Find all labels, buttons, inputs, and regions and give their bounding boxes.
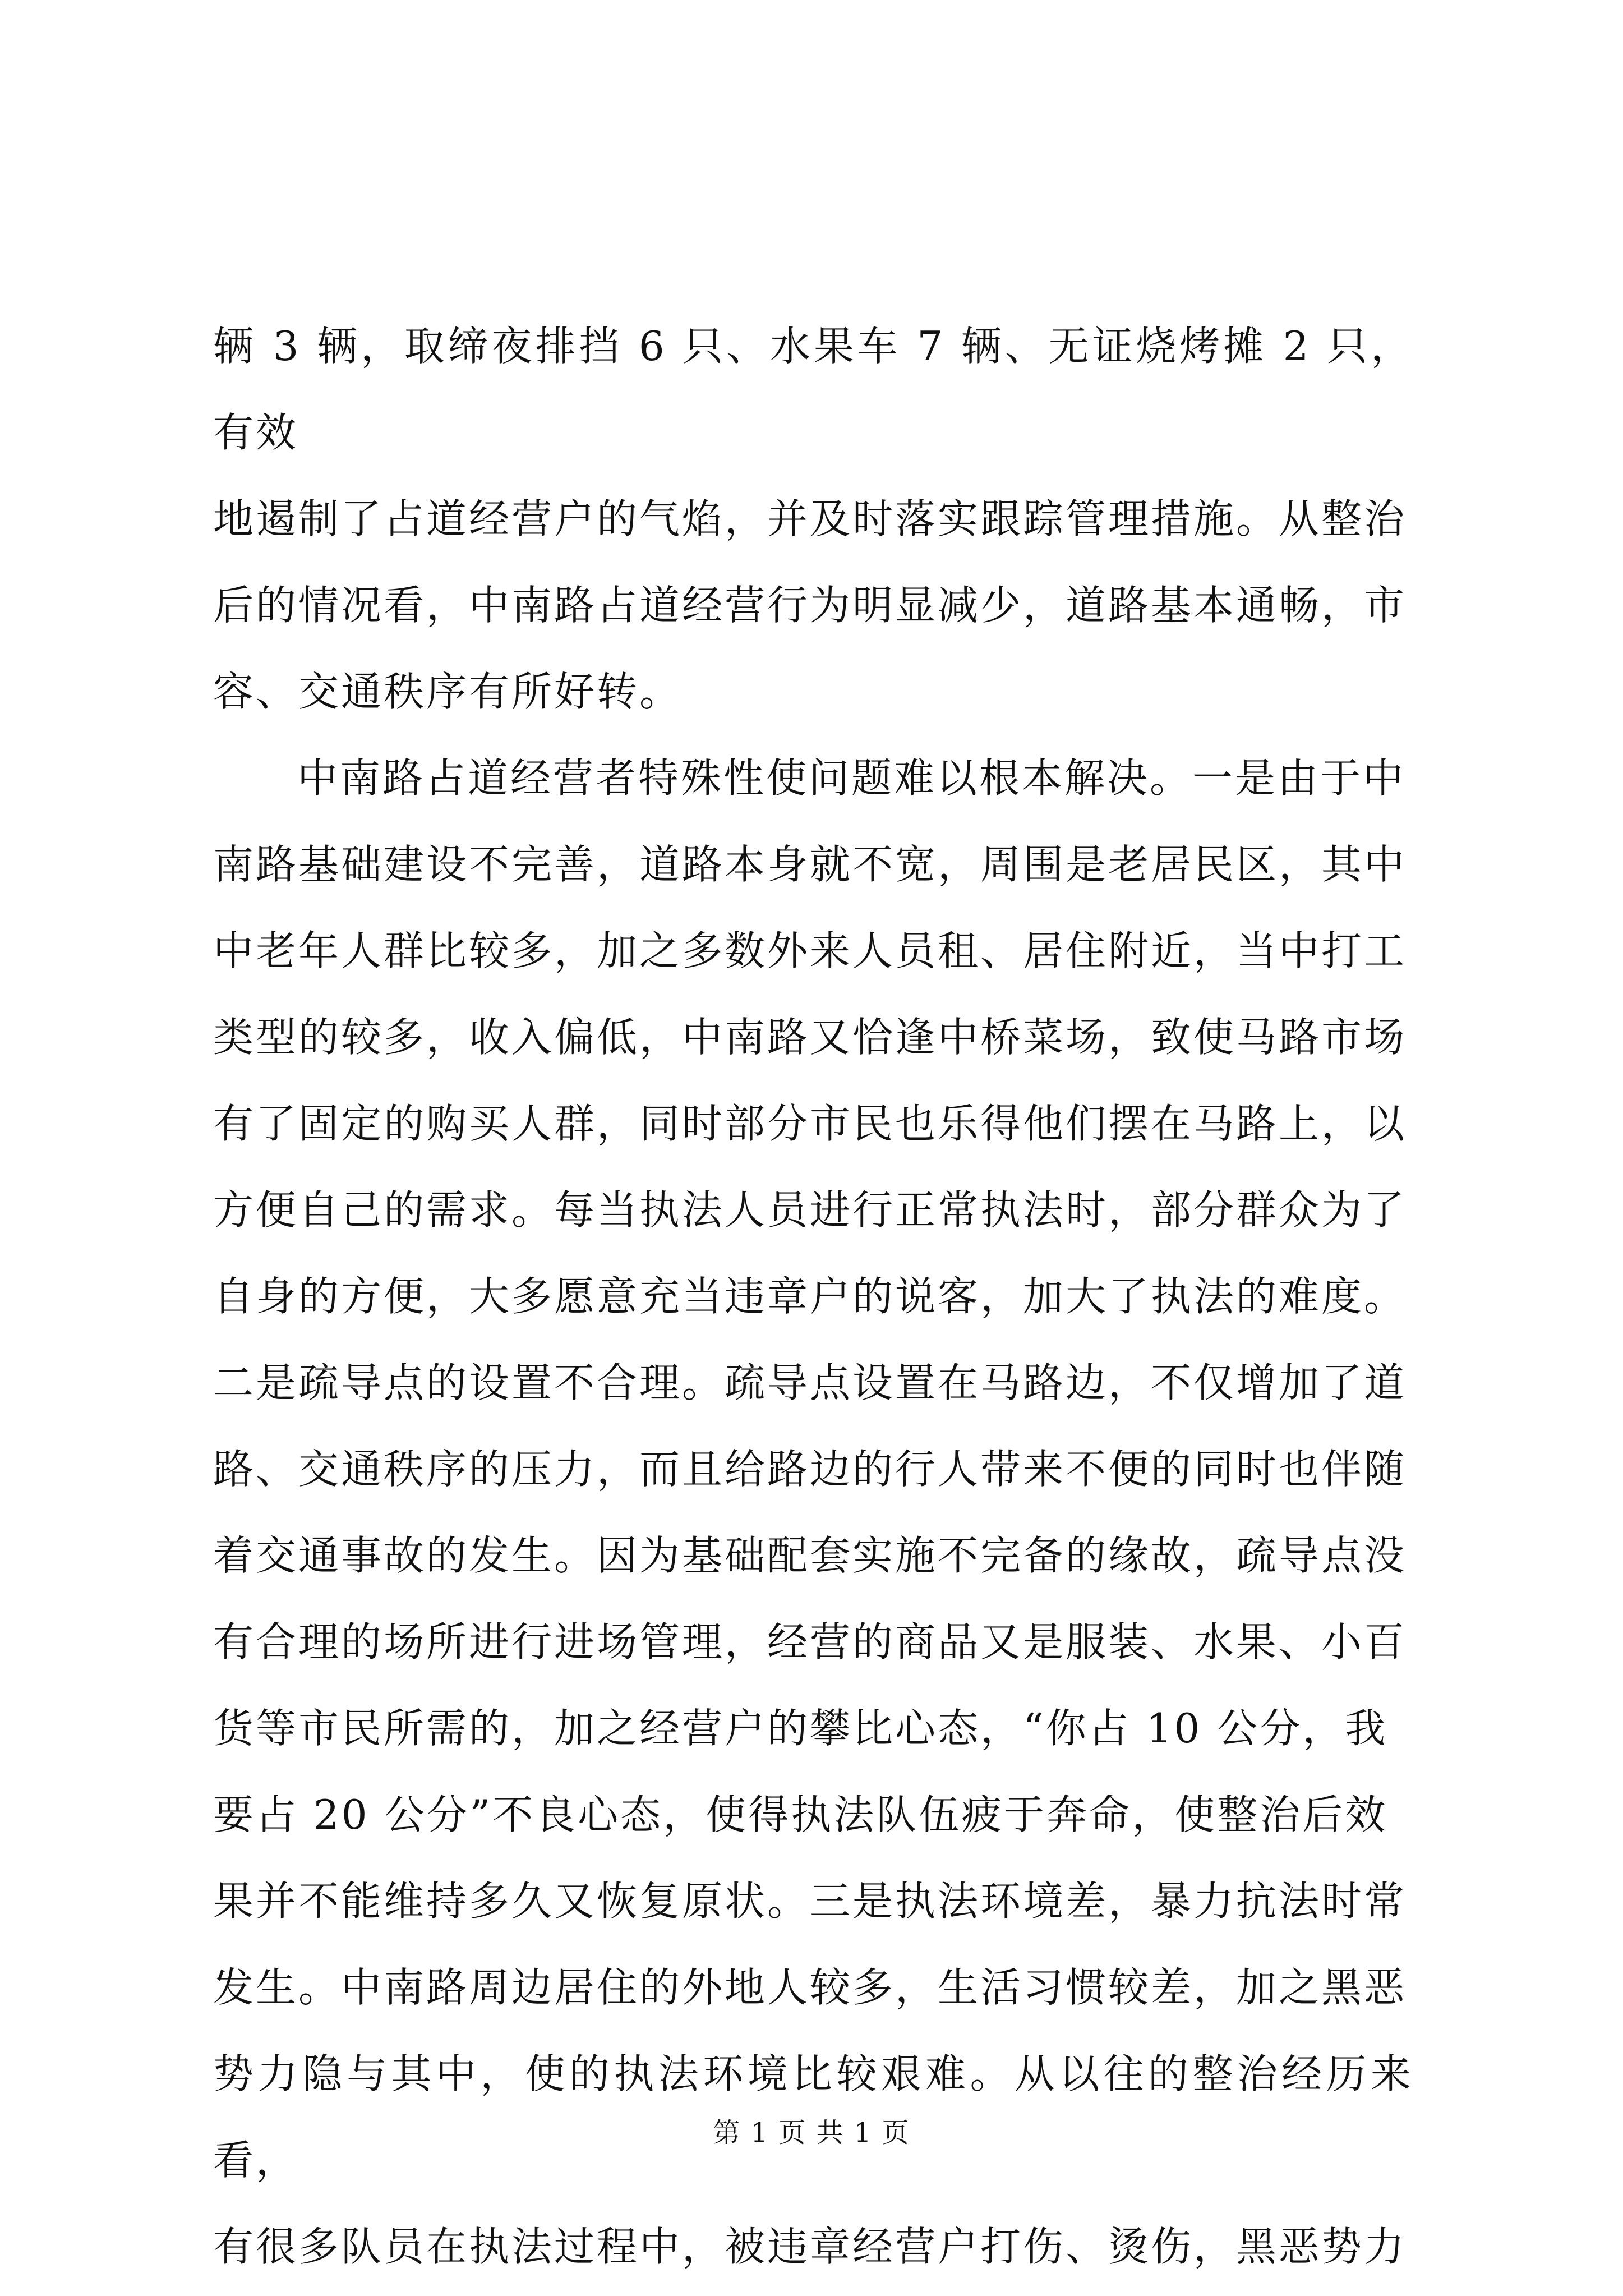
text-line: 中老年人群比较多，加之多数外来人员租、居住附近，当中打工 [213, 927, 1407, 974]
text-line: 自身的方便，大多愿意充当违章户的说客，加大了执法的难度。 [213, 1273, 1407, 1320]
text-line: 有了固定的购买人群，同时部分市民也乐得他们摆在马路上，以 [213, 1100, 1407, 1147]
text-line: 容、交通秩序有所好转。 [213, 668, 683, 715]
text-line: 南路基础建设不完善，道路本身就不宽，周围是老居民区，其中 [213, 841, 1407, 888]
paragraph [213, 303, 1413, 735]
text-line: 地遏制了占道经营户的气焰，并及时落实跟踪管理措施。从整治 [213, 495, 1407, 542]
text-line: 后的情况看，中南路占道经营行为明显减少，道路基本通畅，市 [213, 582, 1407, 629]
text-line: 辆 3 辆，取缔夜排挡 6 只、水果车 7 辆、无证烧烤摊 2 只，有效 [213, 323, 1413, 456]
text-line: 势力隐与其中，使的执法环境比较艰难。从以往的整治经历来看， [213, 2050, 1413, 2184]
text-line: 方便自己的需求。每当执法人员进行正常执法时，部分群众为了 [213, 1186, 1407, 1234]
document-body [213, 303, 1413, 2290]
paragraph [213, 735, 1413, 2290]
text-line: 有合理的场所进行进场管理，经营的商品又是服装、水果、小百 [213, 1618, 1407, 1665]
text-line: 要占 20 公分”不良心态，使得执法队伍疲于奔命，使整治后效 [213, 1791, 1388, 1838]
text-line: 类型的较多，收入偏低，中南路又恰逢中桥菜场，致使马路市场 [213, 1014, 1407, 1061]
text-line: 有很多队员在执法过程中，被违章经营户打伤、烫伤，黑恶势力 [213, 2223, 1407, 2270]
text-line: 着交通事故的发生。因为基础配套实施不完备的缘故，疏导点没 [213, 1532, 1407, 1579]
text-line: 二是疏导点的设置不合理。疏导点设置在马路边，不仅增加了道 [213, 1359, 1407, 1406]
text-line: 路、交通秩序的压力，而且给路边的行人带来不便的同时也伴随 [213, 1446, 1407, 1493]
text-line: 货等市民所需的，加之经营户的攀比心态，“你占 10 公分，我 [213, 1705, 1388, 1752]
page-footer: 第 1 页 共 1 页 [713, 2117, 910, 2148]
text-line: 果并不能维持多久又恢复原状。三是执法环境差，暴力抗法时常 [213, 1878, 1407, 1925]
text-line: 中南路占道经营者特殊性使问题难以根本解决。一是由于中 [297, 754, 1406, 802]
text-line: 发生。中南路周边居住的外地人较多，生活习惯较差，加之黑恶 [213, 1964, 1407, 2011]
